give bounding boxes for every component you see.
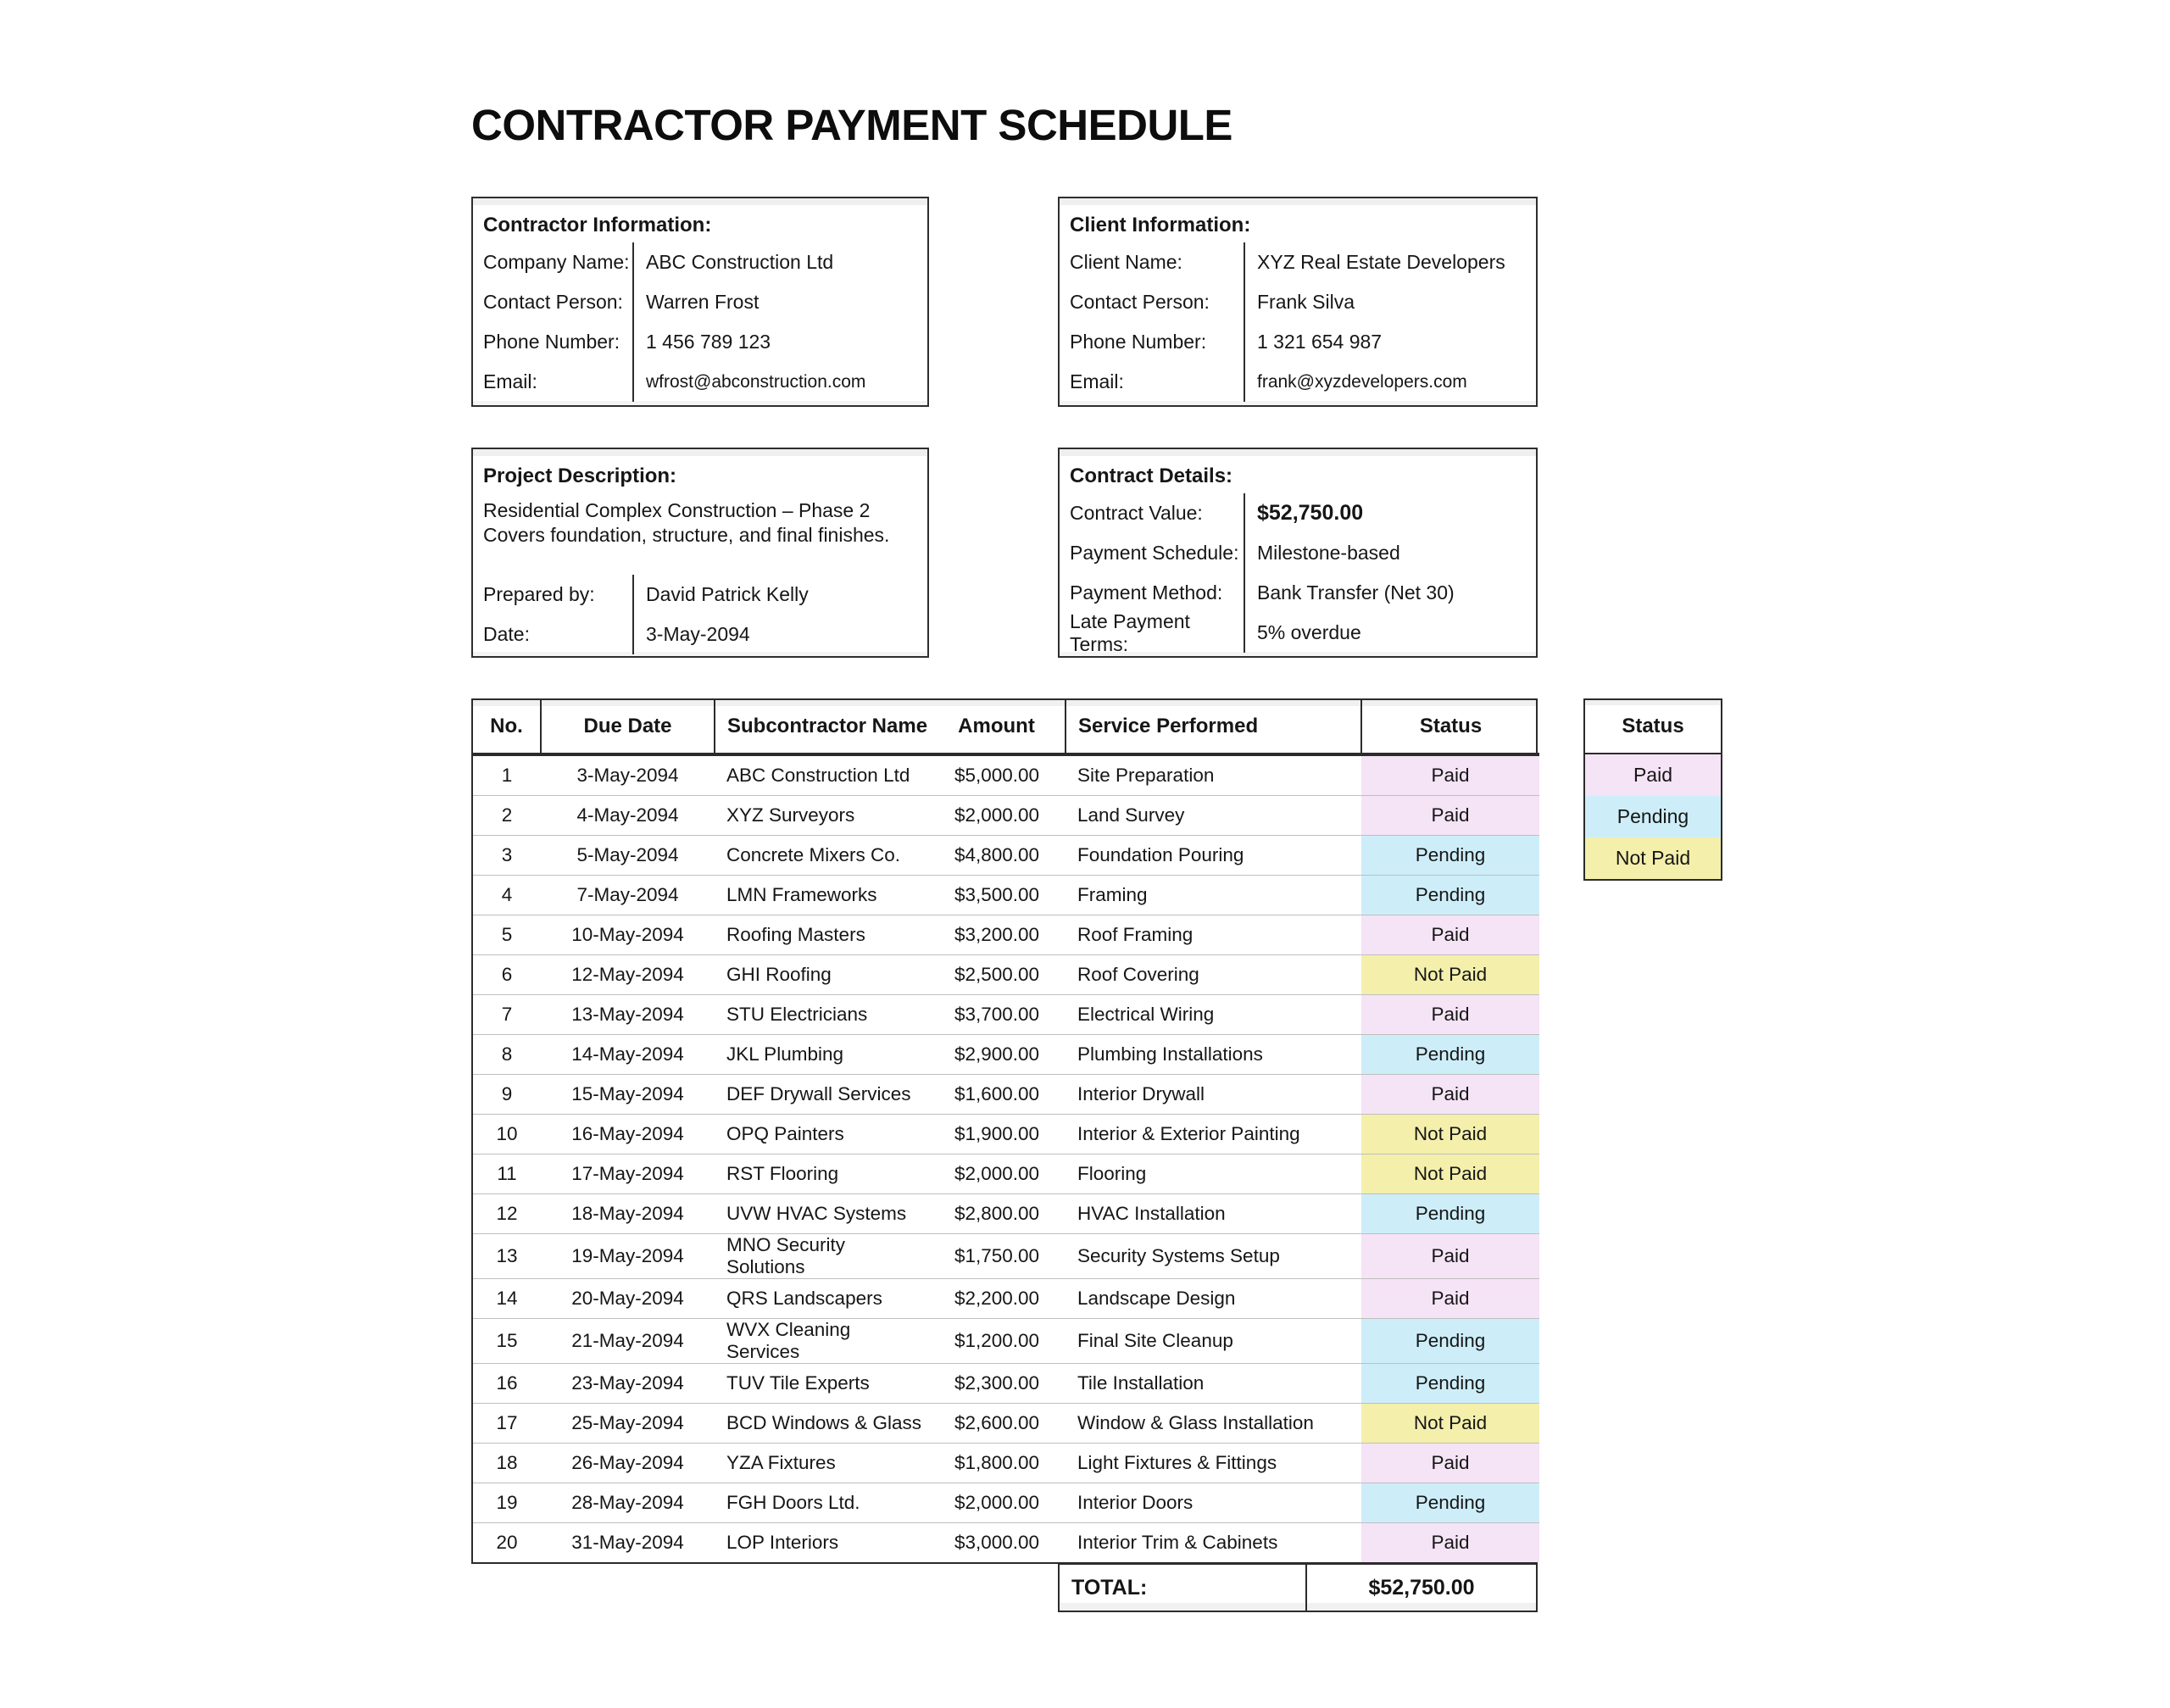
cell-status: Pending bbox=[1361, 836, 1539, 876]
info-row bbox=[473, 575, 927, 615]
cell-subcontractor: LMN Frameworks bbox=[715, 876, 928, 915]
cell-service: Interior Doors bbox=[1066, 1483, 1361, 1523]
table-row bbox=[473, 1194, 1539, 1234]
cell-no: 17 bbox=[473, 1404, 541, 1444]
cell-service: Plumbing Installations bbox=[1066, 1035, 1361, 1075]
table-row bbox=[473, 1075, 1539, 1115]
cell-no: 1 bbox=[501, 765, 513, 786]
table-row bbox=[473, 1035, 1539, 1075]
cell-no: 15 bbox=[473, 1319, 541, 1364]
cell-amount: $1,900.00 bbox=[928, 1115, 1066, 1154]
info-value: 1 456 789 123 bbox=[632, 322, 927, 362]
cell-no: 12 bbox=[473, 1194, 541, 1234]
cell-no: 13 bbox=[473, 1234, 541, 1279]
cell-no: 9 bbox=[473, 1075, 541, 1115]
cell-subcontractor: WVX Cleaning Services bbox=[715, 1319, 928, 1364]
cell-subcontractor: RST Flooring bbox=[715, 1154, 928, 1194]
info-label: Payment Method: bbox=[1070, 581, 1223, 604]
cell-status: Paid bbox=[1361, 1444, 1539, 1483]
legend-item-paid: Paid bbox=[1585, 754, 1721, 796]
total-box bbox=[1058, 1563, 1538, 1612]
info-row bbox=[1060, 573, 1536, 613]
cell-due-date: 26-May-2094 bbox=[541, 1444, 715, 1483]
info-row bbox=[1060, 609, 1536, 655]
table-row bbox=[473, 1404, 1539, 1444]
project-description-heading: Project Description: bbox=[483, 465, 677, 487]
cell-subcontractor: XYZ Surveyors bbox=[715, 796, 928, 836]
header-due-date: Due Date bbox=[541, 700, 715, 754]
cell-no: 5 bbox=[473, 915, 541, 955]
contractor-info-box bbox=[471, 197, 929, 407]
cell-due-date: 23-May-2094 bbox=[541, 1364, 715, 1404]
cell-no: 2 bbox=[473, 796, 541, 836]
cell-no: 18 bbox=[473, 1444, 541, 1483]
table-row bbox=[473, 796, 1539, 836]
table-row bbox=[473, 1523, 1539, 1563]
cell-amount: $2,600.00 bbox=[928, 1404, 1066, 1444]
cell-service: Land Survey bbox=[1066, 796, 1361, 836]
cell-status: Paid bbox=[1361, 995, 1539, 1035]
cell-status: Pending bbox=[1361, 1483, 1539, 1523]
cell-due-date: 20-May-2094 bbox=[541, 1279, 715, 1319]
cell-status: Paid bbox=[1361, 915, 1539, 955]
info-row bbox=[473, 322, 927, 362]
cell-amount: $1,600.00 bbox=[928, 1075, 1066, 1115]
cell-subcontractor: TUV Tile Experts bbox=[715, 1364, 928, 1404]
cell-service: Roof Framing bbox=[1066, 915, 1361, 955]
cell-service: Interior Trim & Cabinets bbox=[1066, 1523, 1361, 1563]
info-value: Frank Silva bbox=[1244, 282, 1536, 322]
status-legend bbox=[1583, 698, 1722, 881]
cell-status: Not Paid bbox=[1361, 1404, 1539, 1444]
table-row bbox=[473, 1234, 1539, 1279]
cell-status: Pending bbox=[1361, 1319, 1539, 1364]
info-value: wfrost@abconstruction.com bbox=[632, 362, 927, 402]
table-row bbox=[473, 995, 1539, 1035]
cell-subcontractor: GHI Roofing bbox=[715, 955, 928, 995]
cell-subcontractor: UVW HVAC Systems bbox=[715, 1194, 928, 1234]
cell-amount: $3,200.00 bbox=[928, 915, 1066, 955]
info-value: ABC Construction Ltd bbox=[632, 242, 927, 282]
cell-status: Pending bbox=[1361, 1364, 1539, 1404]
cell-amount: $1,200.00 bbox=[928, 1319, 1066, 1364]
info-label: Company Name: bbox=[483, 251, 630, 273]
table-row bbox=[473, 836, 1539, 876]
cell-service: Tile Installation bbox=[1066, 1364, 1361, 1404]
cell-amount: $2,900.00 bbox=[928, 1035, 1066, 1075]
info-value: David Patrick Kelly bbox=[632, 575, 927, 615]
cell-no: 16 bbox=[473, 1364, 541, 1404]
cell-amount: $2,200.00 bbox=[928, 1279, 1066, 1319]
info-value: 3-May-2094 bbox=[632, 615, 927, 654]
cell-status: Paid bbox=[1361, 796, 1539, 836]
cell-due-date: 16-May-2094 bbox=[541, 1115, 715, 1154]
info-row bbox=[1060, 533, 1536, 573]
info-value: frank@xyzdevelopers.com bbox=[1244, 362, 1536, 402]
cell-status: Not Paid bbox=[1361, 1154, 1539, 1194]
cell-amount: $5,000.00 bbox=[954, 765, 1040, 786]
info-label: Prepared by: bbox=[483, 583, 595, 605]
cell-status: Paid bbox=[1361, 1279, 1539, 1319]
cell-service: Light Fixtures & Fittings bbox=[1066, 1444, 1361, 1483]
cell-subcontractor: BCD Windows & Glass bbox=[715, 1404, 928, 1444]
legend-heading: Status bbox=[1585, 700, 1721, 754]
contractor-info-rows bbox=[473, 242, 927, 402]
table-row bbox=[473, 1364, 1539, 1404]
cell-subcontractor: Roofing Masters bbox=[715, 915, 928, 955]
project-description-text bbox=[473, 488, 927, 548]
table-row bbox=[473, 754, 1539, 796]
cell-amount: $3,700.00 bbox=[928, 995, 1066, 1035]
table-header bbox=[473, 700, 1539, 754]
cell-service: Landscape Design bbox=[1066, 1279, 1361, 1319]
payment-schedule-table bbox=[471, 698, 1538, 1564]
cell-no: 8 bbox=[473, 1035, 541, 1075]
info-value: Bank Transfer (Net 30) bbox=[1244, 573, 1536, 613]
cell-due-date: 15-May-2094 bbox=[541, 1075, 715, 1115]
info-label: Date: bbox=[483, 623, 530, 645]
cell-service: Window & Glass Installation bbox=[1066, 1404, 1361, 1444]
cell-due-date: 21-May-2094 bbox=[541, 1319, 715, 1364]
total-value: $52,750.00 bbox=[1368, 1575, 1475, 1600]
contractor-info-heading: Contractor Information: bbox=[483, 214, 712, 236]
cell-status: Paid bbox=[1361, 1234, 1539, 1279]
cell-no: 3 bbox=[473, 836, 541, 876]
cell-service: Foundation Pouring bbox=[1066, 836, 1361, 876]
info-label: Email: bbox=[483, 370, 537, 392]
cell-service: Security Systems Setup bbox=[1066, 1234, 1361, 1279]
cell-due-date: 14-May-2094 bbox=[541, 1035, 715, 1075]
table-row bbox=[473, 915, 1539, 955]
contract-value: $52,750.00 bbox=[1244, 493, 1536, 533]
cell-status: Not Paid bbox=[1361, 1115, 1539, 1154]
cell-due-date: 17-May-2094 bbox=[541, 1154, 715, 1194]
cell-due-date: 7-May-2094 bbox=[541, 876, 715, 915]
info-row bbox=[1060, 322, 1536, 362]
table-row bbox=[473, 1444, 1539, 1483]
header-no: No. bbox=[473, 700, 541, 754]
contract-details-heading: Contract Details: bbox=[1070, 465, 1233, 487]
cell-subcontractor: JKL Plumbing bbox=[715, 1035, 928, 1075]
info-value: Warren Frost bbox=[632, 282, 927, 322]
project-description-line: Residential Complex Construction – Phase 2 bbox=[483, 499, 871, 521]
header-amount: Amount bbox=[928, 700, 1066, 754]
cell-service: Roof Covering bbox=[1066, 955, 1361, 995]
header-service: Service Performed bbox=[1066, 700, 1361, 754]
cell-amount: $2,500.00 bbox=[928, 955, 1066, 995]
cell-no: 11 bbox=[473, 1154, 541, 1194]
info-row bbox=[473, 282, 927, 322]
cell-service: Site Preparation bbox=[1077, 765, 1215, 786]
cell-service: Interior Drywall bbox=[1066, 1075, 1361, 1115]
cell-status: Pending bbox=[1361, 1194, 1539, 1234]
total-label: TOTAL: bbox=[1060, 1565, 1307, 1611]
cell-status: Paid bbox=[1361, 754, 1539, 796]
table-row bbox=[473, 876, 1539, 915]
cell-subcontractor: YZA Fixtures bbox=[715, 1444, 928, 1483]
project-description-box bbox=[471, 448, 929, 658]
project-description-line: Covers foundation, structure, and final finishes. bbox=[483, 524, 890, 546]
cell-subcontractor: STU Electricians bbox=[715, 995, 928, 1035]
cell-amount: $1,800.00 bbox=[928, 1444, 1066, 1483]
cell-amount: $2,000.00 bbox=[928, 796, 1066, 836]
cell-service: HVAC Installation bbox=[1066, 1194, 1361, 1234]
info-label: Contact Person: bbox=[1070, 291, 1210, 313]
info-label: Phone Number: bbox=[483, 331, 620, 353]
info-row bbox=[1060, 242, 1536, 282]
client-info-box bbox=[1058, 197, 1538, 407]
info-row bbox=[1060, 282, 1536, 322]
info-row bbox=[473, 362, 927, 402]
info-label: Email: bbox=[1070, 370, 1124, 392]
info-row bbox=[1060, 493, 1536, 533]
cell-amount: $4,800.00 bbox=[928, 836, 1066, 876]
cell-due-date: 10-May-2094 bbox=[541, 915, 715, 955]
info-label: Phone Number: bbox=[1070, 331, 1207, 353]
info-label: Client Name: bbox=[1070, 251, 1182, 273]
legend-items bbox=[1585, 754, 1721, 879]
cell-service: Final Site Cleanup bbox=[1066, 1319, 1361, 1364]
info-label: Payment Schedule: bbox=[1070, 542, 1239, 564]
table-row bbox=[473, 1483, 1539, 1523]
cell-amount: $2,000.00 bbox=[928, 1154, 1066, 1194]
cell-status: Pending bbox=[1361, 1035, 1539, 1075]
cell-no: 14 bbox=[473, 1279, 541, 1319]
table-row bbox=[473, 1115, 1539, 1154]
cell-no: 19 bbox=[473, 1483, 541, 1523]
cell-amount: $2,000.00 bbox=[928, 1483, 1066, 1523]
cell-subcontractor: ABC Construction Ltd bbox=[726, 765, 910, 786]
legend-item-not-paid: Not Paid bbox=[1585, 837, 1721, 879]
project-meta-rows bbox=[473, 575, 927, 654]
cell-amount: $3,500.00 bbox=[928, 876, 1066, 915]
info-row bbox=[1060, 362, 1536, 402]
cell-no: 7 bbox=[473, 995, 541, 1035]
table-row bbox=[473, 1154, 1539, 1194]
header-status: Status bbox=[1361, 700, 1539, 754]
info-label: Contract Value: bbox=[1070, 502, 1203, 524]
cell-status: Paid bbox=[1361, 1075, 1539, 1115]
cell-due-date: 28-May-2094 bbox=[541, 1483, 715, 1523]
cell-amount: $2,300.00 bbox=[928, 1364, 1066, 1404]
client-info-heading: Client Information: bbox=[1070, 214, 1251, 236]
cell-due-date: 4-May-2094 bbox=[541, 796, 715, 836]
cell-subcontractor: OPQ Painters bbox=[715, 1115, 928, 1154]
page-title: CONTRACTOR PAYMENT SCHEDULE bbox=[471, 101, 1232, 149]
schedule-table-body bbox=[473, 754, 1539, 1562]
cell-due-date: 31-May-2094 bbox=[541, 1523, 715, 1563]
cell-no: 6 bbox=[473, 955, 541, 995]
cell-no: 20 bbox=[473, 1523, 541, 1563]
cell-no: 10 bbox=[473, 1115, 541, 1154]
cell-subcontractor: Concrete Mixers Co. bbox=[715, 836, 928, 876]
info-value: 1 321 654 987 bbox=[1244, 322, 1536, 362]
cell-due-date: 25-May-2094 bbox=[541, 1404, 715, 1444]
table-row bbox=[473, 1319, 1539, 1364]
cell-subcontractor: MNO Security Solutions bbox=[715, 1234, 928, 1279]
info-value: Milestone-based bbox=[1244, 533, 1536, 573]
cell-service: Interior & Exterior Painting bbox=[1066, 1115, 1361, 1154]
info-label: Contact Person: bbox=[483, 291, 623, 313]
cell-due-date: 3-May-2094 bbox=[576, 765, 679, 786]
info-value: 5% overdue bbox=[1244, 613, 1536, 653]
info-row bbox=[473, 242, 927, 282]
client-info-rows bbox=[1060, 242, 1536, 402]
header-subcontractor: Subcontractor Name bbox=[715, 700, 928, 754]
info-label: Late Payment Terms: bbox=[1070, 609, 1190, 655]
cell-amount: $3,000.00 bbox=[928, 1523, 1066, 1563]
cell-amount: $1,750.00 bbox=[928, 1234, 1066, 1279]
cell-subcontractor: DEF Drywall Services bbox=[715, 1075, 928, 1115]
cell-no: 4 bbox=[473, 876, 541, 915]
table-row bbox=[473, 1279, 1539, 1319]
cell-subcontractor: QRS Landscapers bbox=[715, 1279, 928, 1319]
cell-subcontractor: LOP Interiors bbox=[715, 1523, 928, 1563]
cell-due-date: 19-May-2094 bbox=[541, 1234, 715, 1279]
contract-details-box bbox=[1058, 448, 1538, 658]
cell-due-date: 18-May-2094 bbox=[541, 1194, 715, 1234]
cell-status: Paid bbox=[1361, 1523, 1539, 1563]
contract-details-rows bbox=[1060, 493, 1536, 653]
cell-due-date: 5-May-2094 bbox=[541, 836, 715, 876]
cell-due-date: 12-May-2094 bbox=[541, 955, 715, 995]
cell-amount: $2,800.00 bbox=[928, 1194, 1066, 1234]
cell-status: Pending bbox=[1361, 876, 1539, 915]
cell-due-date: 13-May-2094 bbox=[541, 995, 715, 1035]
info-row bbox=[473, 615, 927, 654]
cell-status: Not Paid bbox=[1361, 955, 1539, 995]
legend-item-pending: Pending bbox=[1585, 796, 1721, 837]
info-value: XYZ Real Estate Developers bbox=[1244, 242, 1536, 282]
cell-service: Flooring bbox=[1066, 1154, 1361, 1194]
cell-subcontractor: FGH Doors Ltd. bbox=[715, 1483, 928, 1523]
cell-service: Electrical Wiring bbox=[1066, 995, 1361, 1035]
cell-service: Framing bbox=[1066, 876, 1361, 915]
table-row bbox=[473, 955, 1539, 995]
